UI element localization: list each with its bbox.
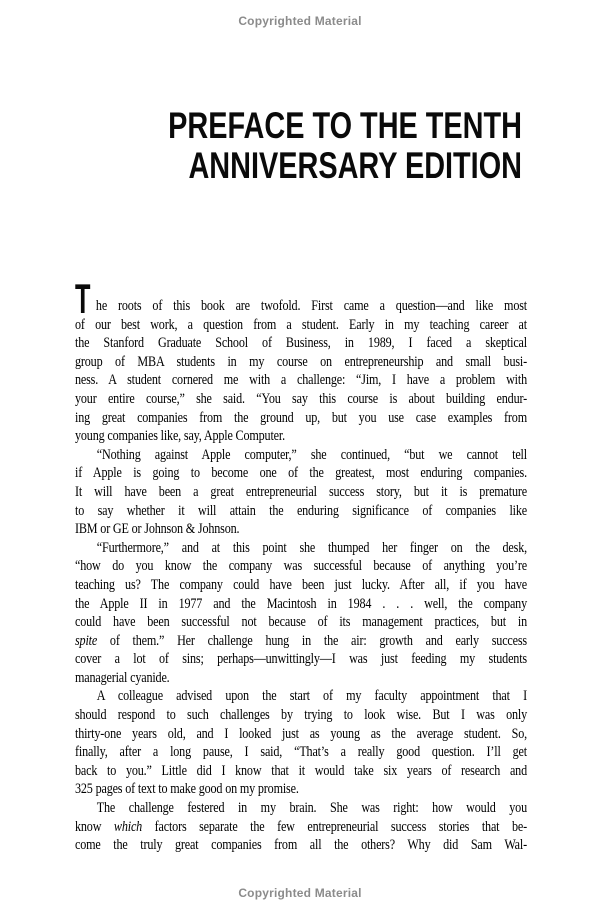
body-text [75,275,527,855]
body-line: the Stanford Graduate School of Business, in 1989, I faced a skeptical [75,335,527,352]
copyright-notice-top: Copyrighted Material [238,14,362,28]
body-line: The challenge festered in my brain. She was right: how would you [96,800,527,817]
body-line: ness. A student cornered me with a challenge: “Jim, I have a problem with [75,372,527,389]
chapter-title [54,106,522,186]
body-line: A colleague advised upon the start of my faculty appointment that I [96,688,527,705]
body-line: “Furthermore,” and at this point she thumped her finger on the desk, [96,539,527,556]
body-line: thirty-one years old, and I looked just as young as the average student. So, [75,725,527,742]
body-line: if Apple is going to become one of the greatest, most enduring companies. [75,465,527,482]
body-line: cover a lot of sins; perhaps—unwittingly—I was just feeding my students [75,651,527,668]
body-line: to say whether it will attain the enduring significance of companies like [75,502,527,519]
body-line: know which factors separate the few entrepreneurial success stories that be- [75,818,527,835]
body-line: could have been successful not because of its management practices, but in [75,614,527,631]
body-line: “how do you know the company was successful because of anything you’re [75,558,527,575]
body-line: your entire course,” she said. “You say this course is about building endur- [75,390,527,407]
body-line: back to you.” Little did I know that it would take six years of research and [75,762,527,779]
body-line: managerial cyanide. [75,669,170,686]
body-line: the Apple II in 1977 and the Macintosh in 1984 . . . well, the company [75,595,527,612]
copyright-notice-bottom: Copyrighted Material [238,886,362,900]
body-line: finally, after a long pause, I said, “That’s a really good question. I’ll get [75,744,527,761]
body-paragraphs [75,297,527,855]
body-line: 325 pages of text to make good on my promise. [75,781,299,798]
body-line: should respond to such challenges by trying to look wise. But I was only [75,707,527,724]
drop-cap: T [75,275,91,322]
body-line: group of MBA students in my course on entrepreneurship and small busi- [75,353,527,370]
body-line: IBM or GE or Johnson & Johnson. [75,521,240,538]
body-line: “Nothing against Apple computer,” she continued, “but we cannot tell [96,446,527,463]
chapter-title-line-2: ANNIVERSARY EDITION [188,145,523,186]
chapter-title-line-1: PREFACE TO THE TENTH [168,105,522,146]
body-line: come the truly great companies from all the others? Why did Sam Wal- [75,837,527,854]
body-line: It will have been a great entrepreneurial success story, but it is premature [75,483,527,500]
body-line: of our best work, a question from a student. Early in my teaching career at [75,316,527,333]
body-line: young companies like, say, Apple Computer. [75,428,285,445]
body-line: spite of them.” Her challenge hung in the air: growth and early success [75,632,527,649]
body-line: he roots of this book are twofold. First came a question—and like most [95,298,527,314]
body-line: teaching us? The company could have been just lucky. After all, if you have [75,576,527,593]
body-line: ing great companies from the ground up, but you use case examples from [75,409,527,426]
